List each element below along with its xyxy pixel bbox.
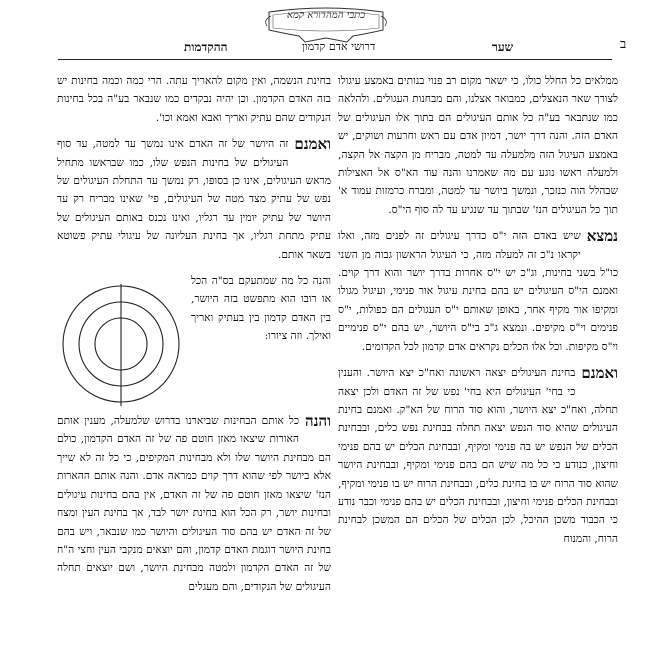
lead-word: ואמנם — [294, 135, 331, 154]
header-section: ההקדמות — [184, 40, 228, 54]
lead-word: ואמנם — [581, 364, 618, 383]
left-paragraph-2 — [57, 135, 331, 264]
paragraph-text: זה היושר של זה האדם אינו נמשך עד למטה, עד סוף העיגולים של בחינות הנפש שלו, כמו שבראשו מתחיל מראש העיגולים, אינו כן בסופו, רק נמשך עד התחלת העיגולים של נפש של עתיק מצד מטה של העיגולים, פי' שאינו מבריח רק עד היושר של עתיק יומין עד רגליו, ואינו נכנס באותם העיגולים של עתיק מתחת רגליו, אך בחינת העליונה של עיגולי עתיק פשוטא בשאר אותם. — [57, 138, 331, 261]
circles-figure — [57, 274, 185, 410]
paragraph-text: והנה כל מה שמתעקם בס"ה הכל או רובו הוא מתפשט בזה היושר, בין האדם קדמון בין בעתיק ואריך ואילך. וזה ציורו: — [191, 275, 331, 343]
left-paragraph-4 — [57, 412, 331, 596]
left-paragraph-3 — [57, 272, 331, 346]
lead-word: נמצא — [586, 227, 618, 246]
header-gate: שער — [492, 40, 514, 54]
right-paragraph-3 — [338, 364, 618, 548]
concentric-circles-diagram — [57, 274, 185, 410]
page-number: ב — [620, 37, 627, 52]
left-paragraph-1: בחינת הנשמה, ואין מקום להאריך עתה. הרי כמה וכמה בחינות יש בזה האדם הקדמון. וכן יהיה נבקדים כמו שנבאר בע"ה בכל בחינות הנקודים שהם עתיק ואריך ואבא ואמא וכו'. — [57, 75, 331, 124]
paragraph-text: שיש באדם הזה י"ס כדרך עיגולים זה לפנים מזה, ואלו יקראו נ"כ זה למעלה מזה, כי העיגול הראשון גבוה מן השני כו"ל בשני בחינות, וג"כ יש י"ס אחרות בדרך יושר והוא דרך קוים. ואמנם הי"ס העיגולים יש בהם בחינת עיגול אור פנימי, ועיגול מגולו ומקיפו אור מקיף אחר, באופן שאותם י"ס העגולים הם כפולות, י"ס פנימים וי"ס מקיפים. ונמצא ג"כ בי"ס היושר, יש בהם י"ס פנימיים וי"ס מקיפות. וכל אלו הכלים נקראים אדם קדמון לכל הקדומים. — [338, 230, 618, 353]
header-rule — [58, 59, 612, 60]
paragraph-text: כל אותם הבחינות שביארנו בדרוש שלמעלה, מענין אותם האורות שיצאו מאזן חוטם פה של זה האדם הקדמון, כולם הם מבחינת היושר שלו ולא מבחינות המקיפים, כי כל זה לא שייך אלא ביושר לפי שהוא דרך קוים כמראה אדם. והנה אותם ההארות הנז' שיצאו מאזן חוטם פה של זה האדם, אין בהם בחינות עיגולים ובחינות יושר, רק הכל הוא בחינת יושר לבד, אך בחינת העין ומצח של זה האדם יש בהם סוד העיגולים והיושר כמו שנבאר, ויש בהם בחינת היושר דוגמת האדם קדמון, והם יוצאים מנקבי העין וחצי ה"ח של זה האדם הקדמון ולמטה מבחינת היושר, ושם יוצאים תחלה העיגולים של הנקודים, והם מעגלים — [57, 415, 331, 593]
lead-word: והנה — [305, 412, 331, 431]
paragraph-text: בחינת העיגולים יצאה ראשונה ואח"כ יצא היושר. והענין כי בחי' העיגולים היא בחי' נפש של זה האדם ולכן יצאה תחלה, ואח"כ יצא היושר, והוא סוד הרוח של הא"ק. ואמנם בחינת העיגולים שהיא סוד הנפש יצאה תחלה בבחינת נפש כלים, ובבחינת הכלים של הנפש יש בה פנימי ומקיף, ובבחינת הכלים יש בהם פנימי וחיצון, כנודע כי כל מה שיש הם בהם פנימי ומקיף, ובבחינת היושר שהוא סוד הרוח יש בו בחינת כלים, ובבחינת הרוח יש בו פנימי ומקיף, ובבחינת הכלים פנימי וחיצון, ובבחינת הכלים יש בהם פנימי וכבר נודע כי הכבוד משכן ההיכל, לכן הכלים של הכלים הם המשכן לבחינת הרוח, והמנוח — [338, 367, 618, 545]
right-paragraph-2 — [338, 227, 618, 356]
header-subtitle: דרושי אדם קדמון — [302, 40, 376, 53]
right-column — [338, 72, 618, 548]
banner-title: כתבי המהדורא קמא — [286, 10, 366, 21]
left-column — [57, 72, 331, 596]
right-paragraph-1: ממלאים כל החלל כולו, כי ישאר מקום רב פנוי בנותים באמצע עיגולו לצורך שאר הנאצלים, כמבואר אצלנו, והם מבחנות העגולים. ולהלאה כמו שנתבאר בע"ה כל אותם העיגולים הם בתוך אלו העיגולים של האדם הזה. והנה דרך יושר, דמיון אדם עם ראש וחרעות ושוקים, יש באמצע העיגול הזה מלמעלה עד למטה, מבריח מן הקצה אל הקצה, ולמעלה ראשו נוגע עם מה שאמרנו והנה עוד הא"ס אל האצילות שבהלל הוה כנזכר, ונמשך ביושר עד למטה, ומברח כרמזות עמוד א' תוך כל העיגולים הנז' שבתוך עד שנגיע עד לה סוף הי"ס. — [338, 75, 618, 216]
